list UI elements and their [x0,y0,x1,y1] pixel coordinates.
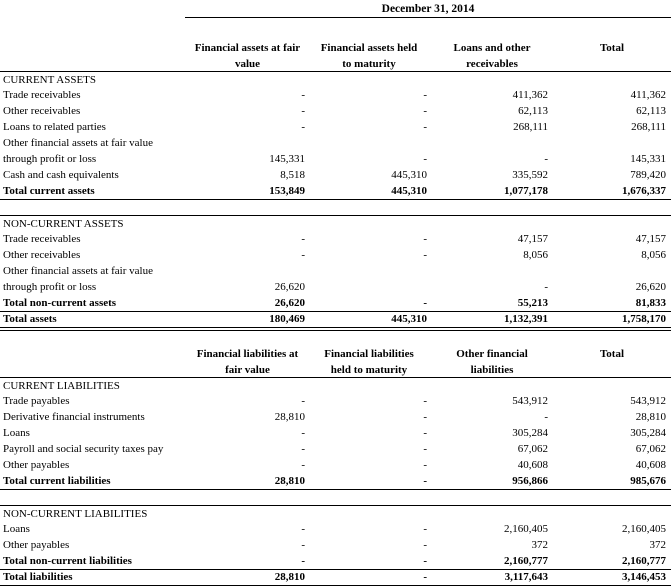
row-label: Loans [3,523,30,535]
cell-value: 28,810 [274,475,305,487]
cell-value: - [423,89,427,101]
cell-value: 40,608 [517,459,548,471]
cell-value: - [423,427,427,439]
cell-value: 8,518 [280,169,305,181]
cell-value: - [301,555,305,567]
total-row [0,311,671,328]
cell-value: - [301,395,305,407]
section-heading-label: NON-CURRENT ASSETS [3,218,124,230]
cell-value: - [301,523,305,535]
cell-value: - [423,105,427,117]
section-heading [0,215,671,232]
row-label: Trade payables [3,395,70,407]
row-label: Total non-current liabilities [3,555,132,567]
section-heading-label: NON-CURRENT LIABILITIES [3,508,148,520]
row-label: Total current liabilities [3,475,111,487]
cell-value: - [301,443,305,455]
cell-value: 1,676,337 [622,185,666,197]
total-row [0,473,671,490]
row-label: Trade receivables [3,89,81,101]
row-label: Loans [3,427,30,439]
section-heading-label: CURRENT ASSETS [3,74,97,86]
cell-value: - [423,555,427,567]
cell-value: - [301,539,305,551]
cell-value: - [301,121,305,133]
cell-value: 268,111 [631,121,666,133]
cell-value: - [423,475,427,487]
table-row [0,279,671,295]
cell-value: - [301,233,305,245]
cell-value: 789,420 [630,169,666,181]
cell-value: 411,362 [630,89,666,101]
row-label: Cash and cash equivalents [3,169,119,181]
cell-value: 372 [531,539,548,551]
cell-value: 1,077,178 [504,185,548,197]
table-row [0,103,671,119]
cell-value: - [423,571,427,583]
cell-value: 2,160,777 [622,555,666,567]
cell-value: 268,111 [513,121,548,133]
cell-value: 26,620 [274,281,305,293]
table-row [0,409,671,425]
cell-value: - [423,523,427,535]
table-row [0,119,671,135]
cell-value: - [544,281,548,293]
cell-value: 445,310 [391,313,427,325]
table-row [0,87,671,103]
cell-value: 2,160,405 [622,523,666,535]
row-label: Total liabilities [3,571,73,583]
table-row [0,167,671,183]
total-row [0,553,671,570]
cell-value: 62,113 [518,105,548,117]
title-rule [185,17,671,18]
cell-value: 1,132,391 [504,313,548,325]
row-label: Other receivables [3,105,81,117]
table-row [0,263,671,279]
row-label: Other payables [3,459,70,471]
cell-value: 47,157 [517,233,548,245]
cell-value: 543,912 [630,395,666,407]
cell-value: 28,810 [274,411,305,423]
cell-value: - [301,427,305,439]
row-label: Trade receivables [3,233,81,245]
total-row [0,569,671,586]
cell-value: - [544,153,548,165]
cell-value: 411,362 [512,89,548,101]
cell-value: 8,056 [641,249,666,261]
cell-value: - [423,297,427,309]
row-label: Derivative financial instruments [3,411,145,423]
table-row [0,151,671,167]
cell-value: 2,160,405 [504,523,548,535]
cell-value: - [423,459,427,471]
cell-value: - [423,153,427,165]
cell-value: 305,284 [512,427,548,439]
col-header-total-assets: Total [599,42,625,54]
cell-value: - [301,105,305,117]
row-label: Loans to related parties [3,121,106,133]
table-row [0,521,671,537]
table-date-title: December 31, 2014 [381,3,475,15]
cell-value: 3,146,453 [622,571,666,583]
section-heading [0,71,671,88]
cell-value: 26,620 [274,297,305,309]
row-label: Other financial assets at fair value [3,265,153,277]
col-header-loans-receivables: Loans and other receivables [453,42,531,70]
col-header-total-liabilities: Total [599,348,625,360]
cell-value: 153,849 [269,185,305,197]
cell-value: - [544,411,548,423]
table-row [0,393,671,409]
cell-value: 1,758,170 [622,313,666,325]
cell-value: 2,160,777 [504,555,548,567]
table-row [0,247,671,263]
section-heading [0,377,671,394]
section-heading-label: CURRENT LIABILITIES [3,380,120,392]
row-label: Other payables [3,539,70,551]
cell-value: - [423,395,427,407]
cell-value: 55,213 [517,297,548,309]
cell-value: 8,056 [523,249,548,261]
cell-value: 81,833 [635,297,666,309]
table-row [0,441,671,457]
cell-value: - [301,459,305,471]
cell-value: 445,310 [391,169,427,181]
col-header-fv-liabilities: Financial liabilities at fair value [196,348,299,376]
row-label: Total assets [3,313,57,325]
cell-value: 372 [649,539,666,551]
cell-value: 180,469 [269,313,305,325]
total-row [0,183,671,200]
table-row [0,537,671,553]
cell-value: 445,310 [391,185,427,197]
cell-value: - [423,539,427,551]
col-header-fv-assets: Financial assets at fair value [194,42,301,70]
row-label: Total current assets [3,185,95,197]
cell-value: 3,117,643 [504,571,548,583]
cell-value: 335,592 [512,169,548,181]
table-row [0,135,671,151]
cell-value: 305,284 [630,427,666,439]
cell-value: 145,331 [269,153,305,165]
col-header-htm-liabilities: Financial liabilities held to maturity [324,348,414,376]
cell-value: 26,620 [635,281,666,293]
cell-value: 28,810 [635,411,666,423]
cell-value: - [423,249,427,261]
table-row [0,457,671,473]
cell-value: 145,331 [630,153,666,165]
section-heading [0,505,671,522]
cell-value: - [423,411,427,423]
cell-value: 985,676 [630,475,666,487]
cell-value: - [423,121,427,133]
cell-value: 543,912 [512,395,548,407]
row-label: Payroll and social security taxes pay [3,443,164,455]
cell-value: - [301,249,305,261]
row-label: through profit or loss [3,153,97,165]
row-label: through profit or loss [3,281,97,293]
cell-value: 67,062 [635,443,666,455]
cell-value: 956,866 [512,475,548,487]
col-header-htm-assets: Financial assets held to maturity [320,42,418,70]
cell-value: - [301,89,305,101]
row-label: Other receivables [3,249,81,261]
cell-value: - [423,233,427,245]
cell-value: 47,157 [635,233,666,245]
cell-value: 28,810 [274,571,305,583]
cell-value: 62,113 [636,105,666,117]
row-label: Other financial assets at fair value [3,137,153,149]
total-row [0,295,671,312]
cell-value: 40,608 [635,459,666,471]
col-header-other-liabilities: Other financial liabilities [456,348,528,376]
cell-value: 67,062 [517,443,548,455]
row-label: Total non-current assets [3,297,117,309]
table-row [0,231,671,247]
cell-value: - [423,443,427,455]
table-row [0,425,671,441]
